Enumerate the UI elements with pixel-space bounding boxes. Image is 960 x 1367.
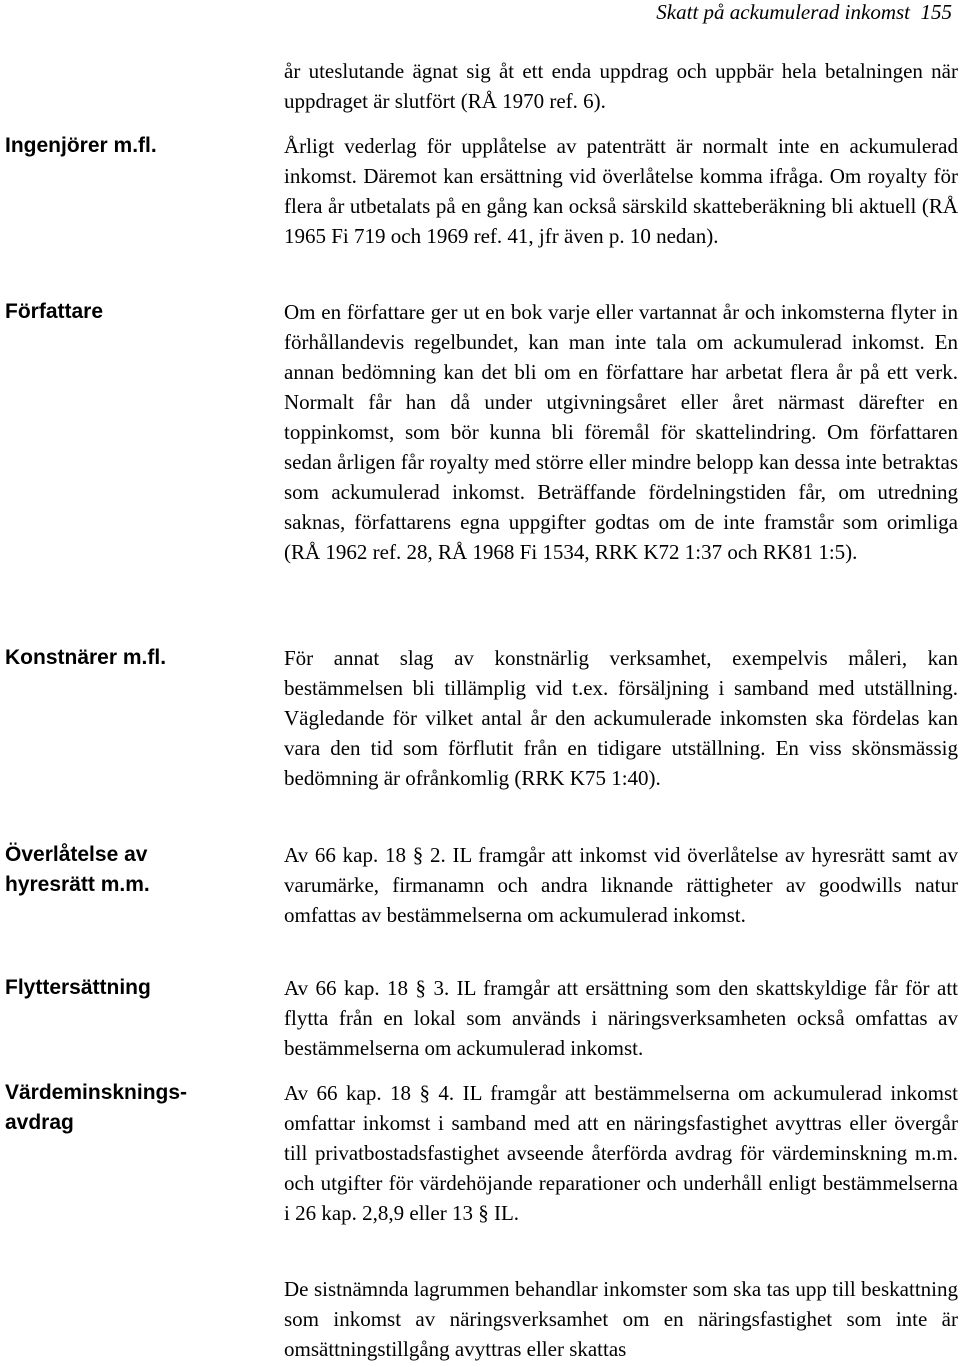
body-paragraph-vardeminskning: Av 66 kap. 18 § 4. IL framgår att bestämmelserna om ackumulerad inkomst omfattar inkomst i samband med att en näringsfastighet avyttras eller övergår till privatbostadsfastighet avseende återförda avdrag för värdeminskning m.m. och utgifter för värdehöjande reparationer och underhåll enligt bestämmelserna i 26 kap. 2,8,9 eller 13 § IL. [284,1081,958,1225]
margin-label-overlatelse-line2: hyresrätt m.m. [5,873,150,896]
margin-label-overlatelse-line1: Överlåtelse av [5,843,148,866]
body-paragraph-forfattare: Om en författare ger ut en bok varje eller vartannat år och inkomsterna flyter in förhållandevis regelbundet, kan man inte tala om ackumulerad inkomst. En annan bedömning kan det bli om en författare har arbetat flera år på ett verk. Normalt får han då under utgivningsåret eller året närmast därefter en toppinkomst, som bör kunna bli föremål för skattelindring. Om författaren sedan årligen får royalty med större eller mindre belopp kan dessa inte betraktas som ackumulerad inkomst. Beträffande fördelningstiden får, om utredning saknas, författarens egna uppgifter godtas om de inte framstår som orimliga (RÅ 1962 ref. 28, RÅ 1968 Fi 1534, RRK K72 1:37 och RK81 1:5). [284,300,958,564]
running-title: Skatt på ackumulerad inkomst [656,0,910,24]
margin-label-forfattare: Författare [5,300,104,323]
page-number: 155 [920,0,952,24]
margin-label-vardeminsknings-line2: avdrag [5,1111,74,1134]
margin-label-ingenjorer: Ingenjörer m.fl. [5,134,157,157]
body-paragraph-patent: Årligt vederlag för upplåtelse av patenträtt är normalt inte en ackumulerad inkomst. Däremot kan ersättning vid överlåtelse komma ifråga. Om royalty för flera år utbetalats på en gång kan också särskild skatteberäkning bli aktuell (RÅ 1965 Fi 719 och 1969 ref. 41, jfr även p. 10 nedan). [284,134,958,248]
margin-label-flyttersattning: Flyttersättning [5,976,151,999]
margin-label-vardeminskningsavdrag [5,1078,267,1138]
margin-label-vardeminsknings-line1: Värdeminsknings- [5,1081,188,1104]
margin-label-overlatelse [5,840,267,900]
body-paragraph-hyresratt: Av 66 kap. 18 § 2. IL framgår att inkomst vid överlåtelse av hyresrätt samt av varumärke, firmanamn och andra liknande rättigheter av goodwills natur omfattas av bestämmelserna om ackumulerad inkomst. [284,843,958,927]
body-paragraph-konstnarer: För annat slag av konstnärlig verksamhet, exempelvis måleri, kan bestämmelsen bli tillämplig vid t.ex. försäljning i samband med utställning. Vägledande för vilket antal år den ackumulerade inkomsten ska fördelas kan vara den tid som förflutit från en tidigare utställning. En viss skönsmässig bedömning är ofrånkomlig (RRK K75 1:40). [284,646,958,790]
body-paragraph-flyttersattning: Av 66 kap. 18 § 3. IL framgår att ersättning som den skattskyldige får för att flytta från en lokal som används i näringsverksamheten också omfattas av bestämmelserna om ackumulerad inkomst. [284,976,958,1060]
running-header [656,0,952,24]
margin-label-konstnarer: Konstnärer m.fl. [5,646,167,669]
body-paragraph-lagrummen: De sistnämnda lagrummen behandlar inkomster som ska tas upp till beskattning som inkomst av näringsverksamhet om en näringsfastighet som inte är omsättningstillgång avyttras eller skattas [284,1277,958,1361]
body-paragraph-continuation: år uteslutande ägnat sig åt ett enda uppdrag och uppbär hela betalningen när uppdraget är slutfört (RÅ 1970 ref. 6). [284,59,958,113]
